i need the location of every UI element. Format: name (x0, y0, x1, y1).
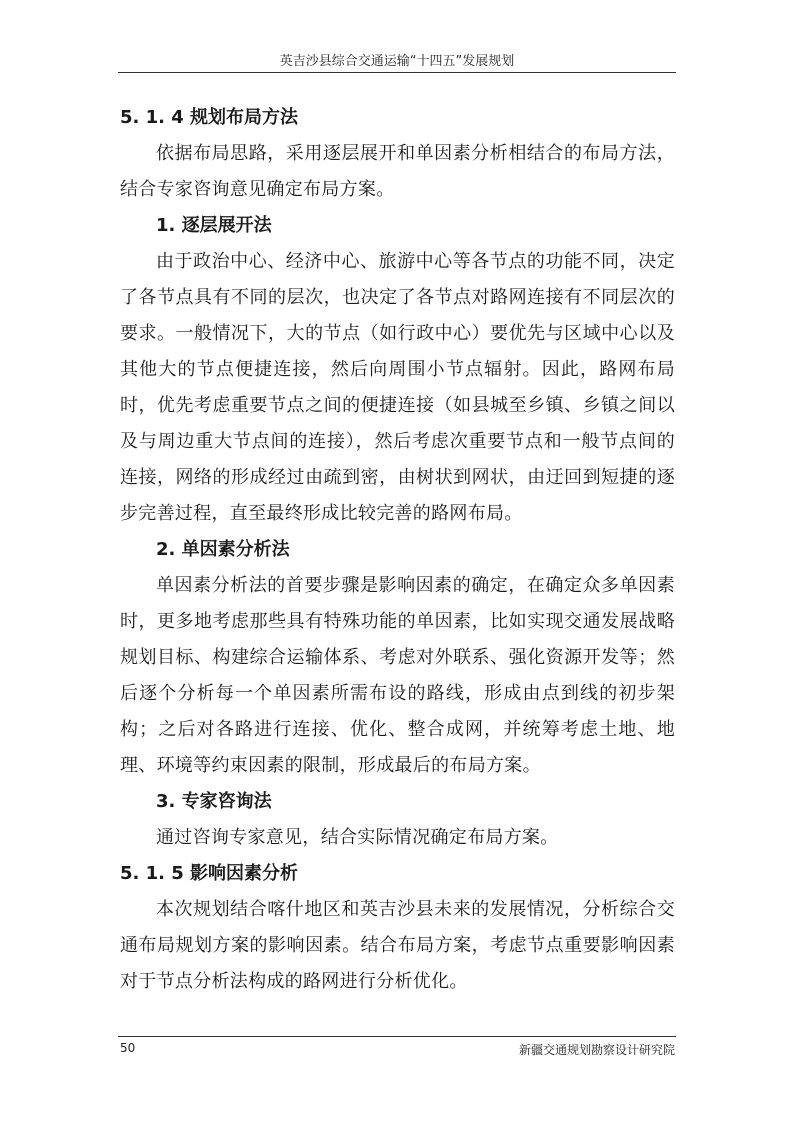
method-paragraph-layered-expansion: 由于政治中心、经济中心、旅游中心等各节点的功能不同，决定了各节点具有不同的层次，也决定了各节点对路网连接有不同层次的要求。一般情况下，大的节点（如行政中心）要优先与区域中心以及其他大的节点便捷连接，然后向周围小节点辐射。因此，路网布局时，优先考虑重要节点之间的便捷连接（如县城至乡镇、乡镇之间以及与周边重大节点间的连接），然后考虑次重要节点和一般节点间的连接，网络的形成经过由疏到密，由树状到网状，由迂回到短捷的逐步完善过程，直至最终形成比较完善的路网布局。 (120, 251, 675, 524)
section-paragraph-influence-factors: 本次规划结合喀什地区和英吉沙县未来的发展情况，分析综合交通布局规划方案的影响因素。结合布局方案，考虑节点重要影响因素对于节点分析法构成的路网进行分析优化。 (120, 899, 675, 992)
method-heading-single-factor: 2. 单因素分析法 (156, 539, 290, 560)
method-paragraph-single-factor: 单因素分析法的首要步骤是影响因素的确定，在确定众多单因素时，更多地考虑那些具有特殊功能的单因素，比如实现交通发展战略规划目标、构建综合运输体系、考虑对外联系、强化资源开发等；然后逐个分析每一个单因素所需布设的路线，形成由点到线的初步架构；之后对各路进行连接、优化、整合成网，并统筹考虑土地、地理、环境等约束因素的限制，形成最后的布局方案。 (120, 575, 675, 776)
method-paragraph-expert-consultation: 通过咨询专家意见，结合实际情况确定布局方案。 (156, 827, 559, 848)
method-heading-expert-consultation: 3. 专家咨询法 (156, 791, 272, 812)
footer-divider (118, 1036, 676, 1037)
footer-organization: 新疆交通规划勘察设计研究院 (518, 1043, 675, 1057)
section-intro-paragraph: 依据布局思路，采用逐层展开和单因素分析相结合的布局方法，结合专家咨询意见确定布局方案。 (120, 143, 675, 200)
page-body (120, 100, 675, 1000)
section-heading-5-1-4: 5. 1. 4 规划布局方法 (120, 107, 299, 128)
section-heading-5-1-5: 5. 1. 5 影响因素分析 (120, 863, 299, 884)
method-heading-layered-expansion: 1. 逐层展开法 (156, 215, 272, 236)
header-divider (118, 72, 676, 73)
page-number: 50 (120, 1041, 136, 1055)
running-header: 英吉沙县综合交通运输“十四五”发展规划 (279, 54, 515, 69)
